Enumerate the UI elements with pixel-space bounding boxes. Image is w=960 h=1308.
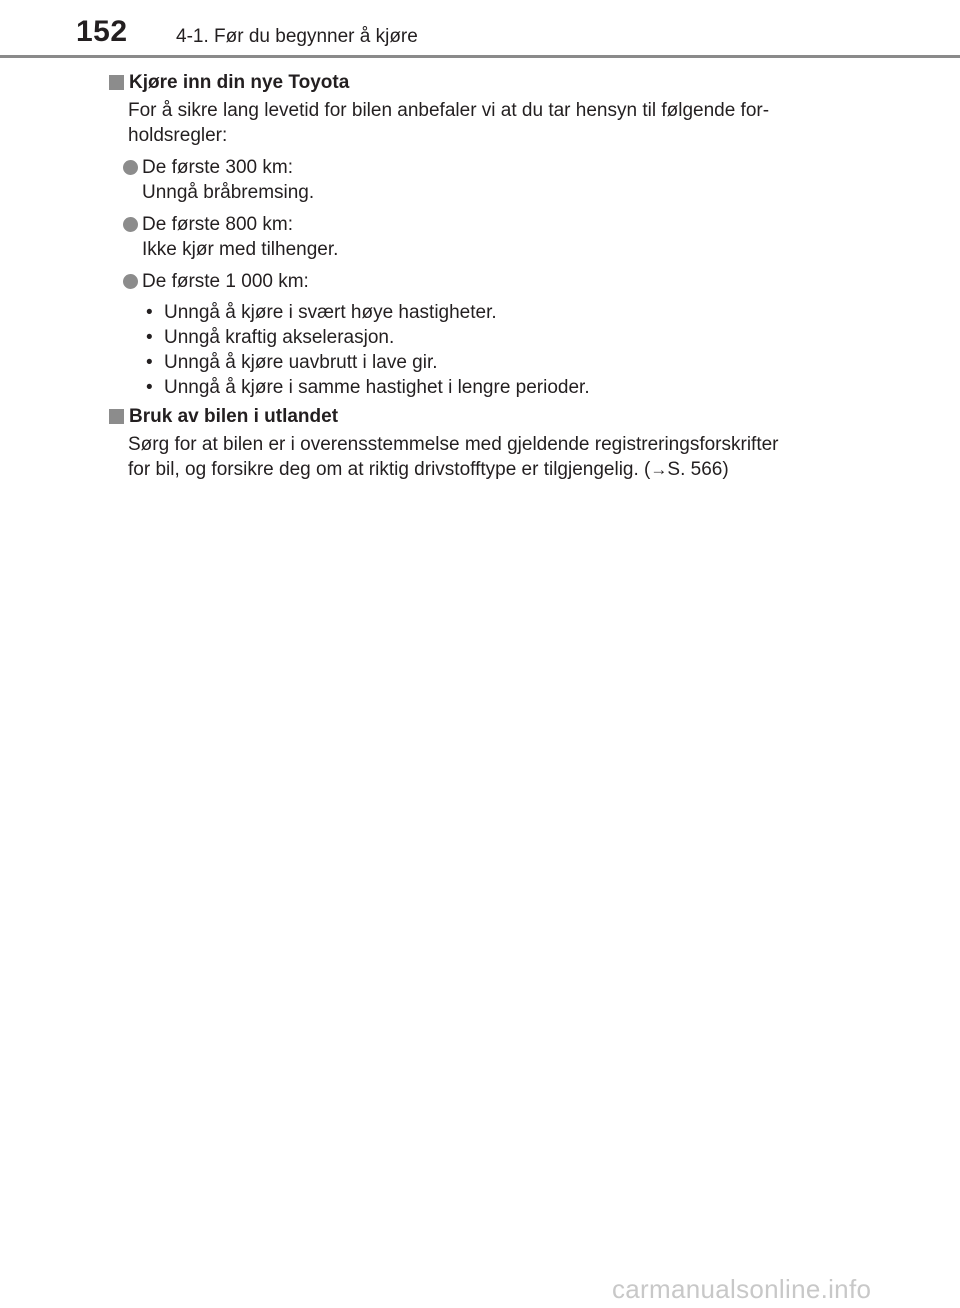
sub-list-item [128, 300, 849, 325]
section-heading-text: Bruk av bilen i utlandet [129, 406, 339, 427]
circle-bullet-icon [123, 217, 138, 232]
section-abroad [109, 404, 849, 482]
page-reference-link[interactable]: S. 566) [667, 459, 729, 480]
dot-bullet-icon: • [146, 327, 153, 348]
list-item-detail: Unngå bråbremsing. [142, 182, 315, 203]
square-bullet-icon [109, 409, 124, 424]
section-heading-text: Kjøre inn din nye Toyota [129, 72, 350, 93]
section-intro-line: holdsregler: [128, 125, 228, 146]
list-item [128, 212, 849, 262]
sub-list [128, 300, 849, 400]
sub-list-item-text: Unngå å kjøre uavbrutt i lave gir. [164, 352, 438, 373]
square-bullet-icon [109, 75, 124, 90]
sub-list-item [128, 375, 849, 400]
section-body [128, 432, 849, 482]
page-number: 152 [76, 15, 128, 48]
section-body [128, 98, 849, 400]
list-item [128, 269, 849, 294]
section-paragraph [128, 432, 849, 482]
sub-list-item [128, 325, 849, 350]
section-heading [109, 404, 849, 429]
list-item-detail: Ikke kjør med tilhenger. [142, 239, 339, 260]
page-content [109, 70, 849, 482]
section-intro [128, 98, 849, 148]
list-item-title: De første 1 000 km: [142, 271, 309, 292]
circle-bullet-icon [123, 160, 138, 175]
list-item-title: De første 300 km: [142, 157, 293, 178]
section-intro-line: For å sikre lang levetid for bilen anbefaler vi at du tar hensyn til følgende for- [128, 100, 770, 121]
dot-bullet-icon: • [146, 352, 153, 373]
page-header [0, 0, 960, 60]
list-item-title: De første 800 km: [142, 214, 293, 235]
dot-bullet-icon: • [146, 302, 153, 323]
sub-list-item-text: Unngå å kjøre i svært høye hastigheter. [164, 302, 497, 323]
sub-list-item [128, 350, 849, 375]
sub-list-item-text: Unngå å kjøre i samme hastighet i lengre perioder. [164, 377, 590, 398]
dot-bullet-icon: • [146, 377, 153, 398]
sub-list-item-text: Unngå kraftig akselerasjon. [164, 327, 395, 348]
section-break-in [109, 70, 849, 400]
section-paragraph-line [128, 457, 849, 482]
section-paragraph-line: Sørg for at bilen er i overensstemmelse med gjeldende registreringsforskrifter [128, 434, 779, 455]
section-heading [109, 70, 849, 95]
section-paragraph-text: for bil, og forsikre deg om at riktig drivstofftype er tilgjengelig. ( [128, 459, 651, 480]
watermark: carmanualsonline.info [612, 1274, 872, 1304]
circle-bullet-icon [123, 274, 138, 289]
header-divider [0, 55, 960, 58]
chapter-title: 4-1. Før du begynner å kjøre [176, 26, 418, 47]
arrow-right-icon: → [650, 460, 668, 479]
list-item [128, 155, 849, 205]
